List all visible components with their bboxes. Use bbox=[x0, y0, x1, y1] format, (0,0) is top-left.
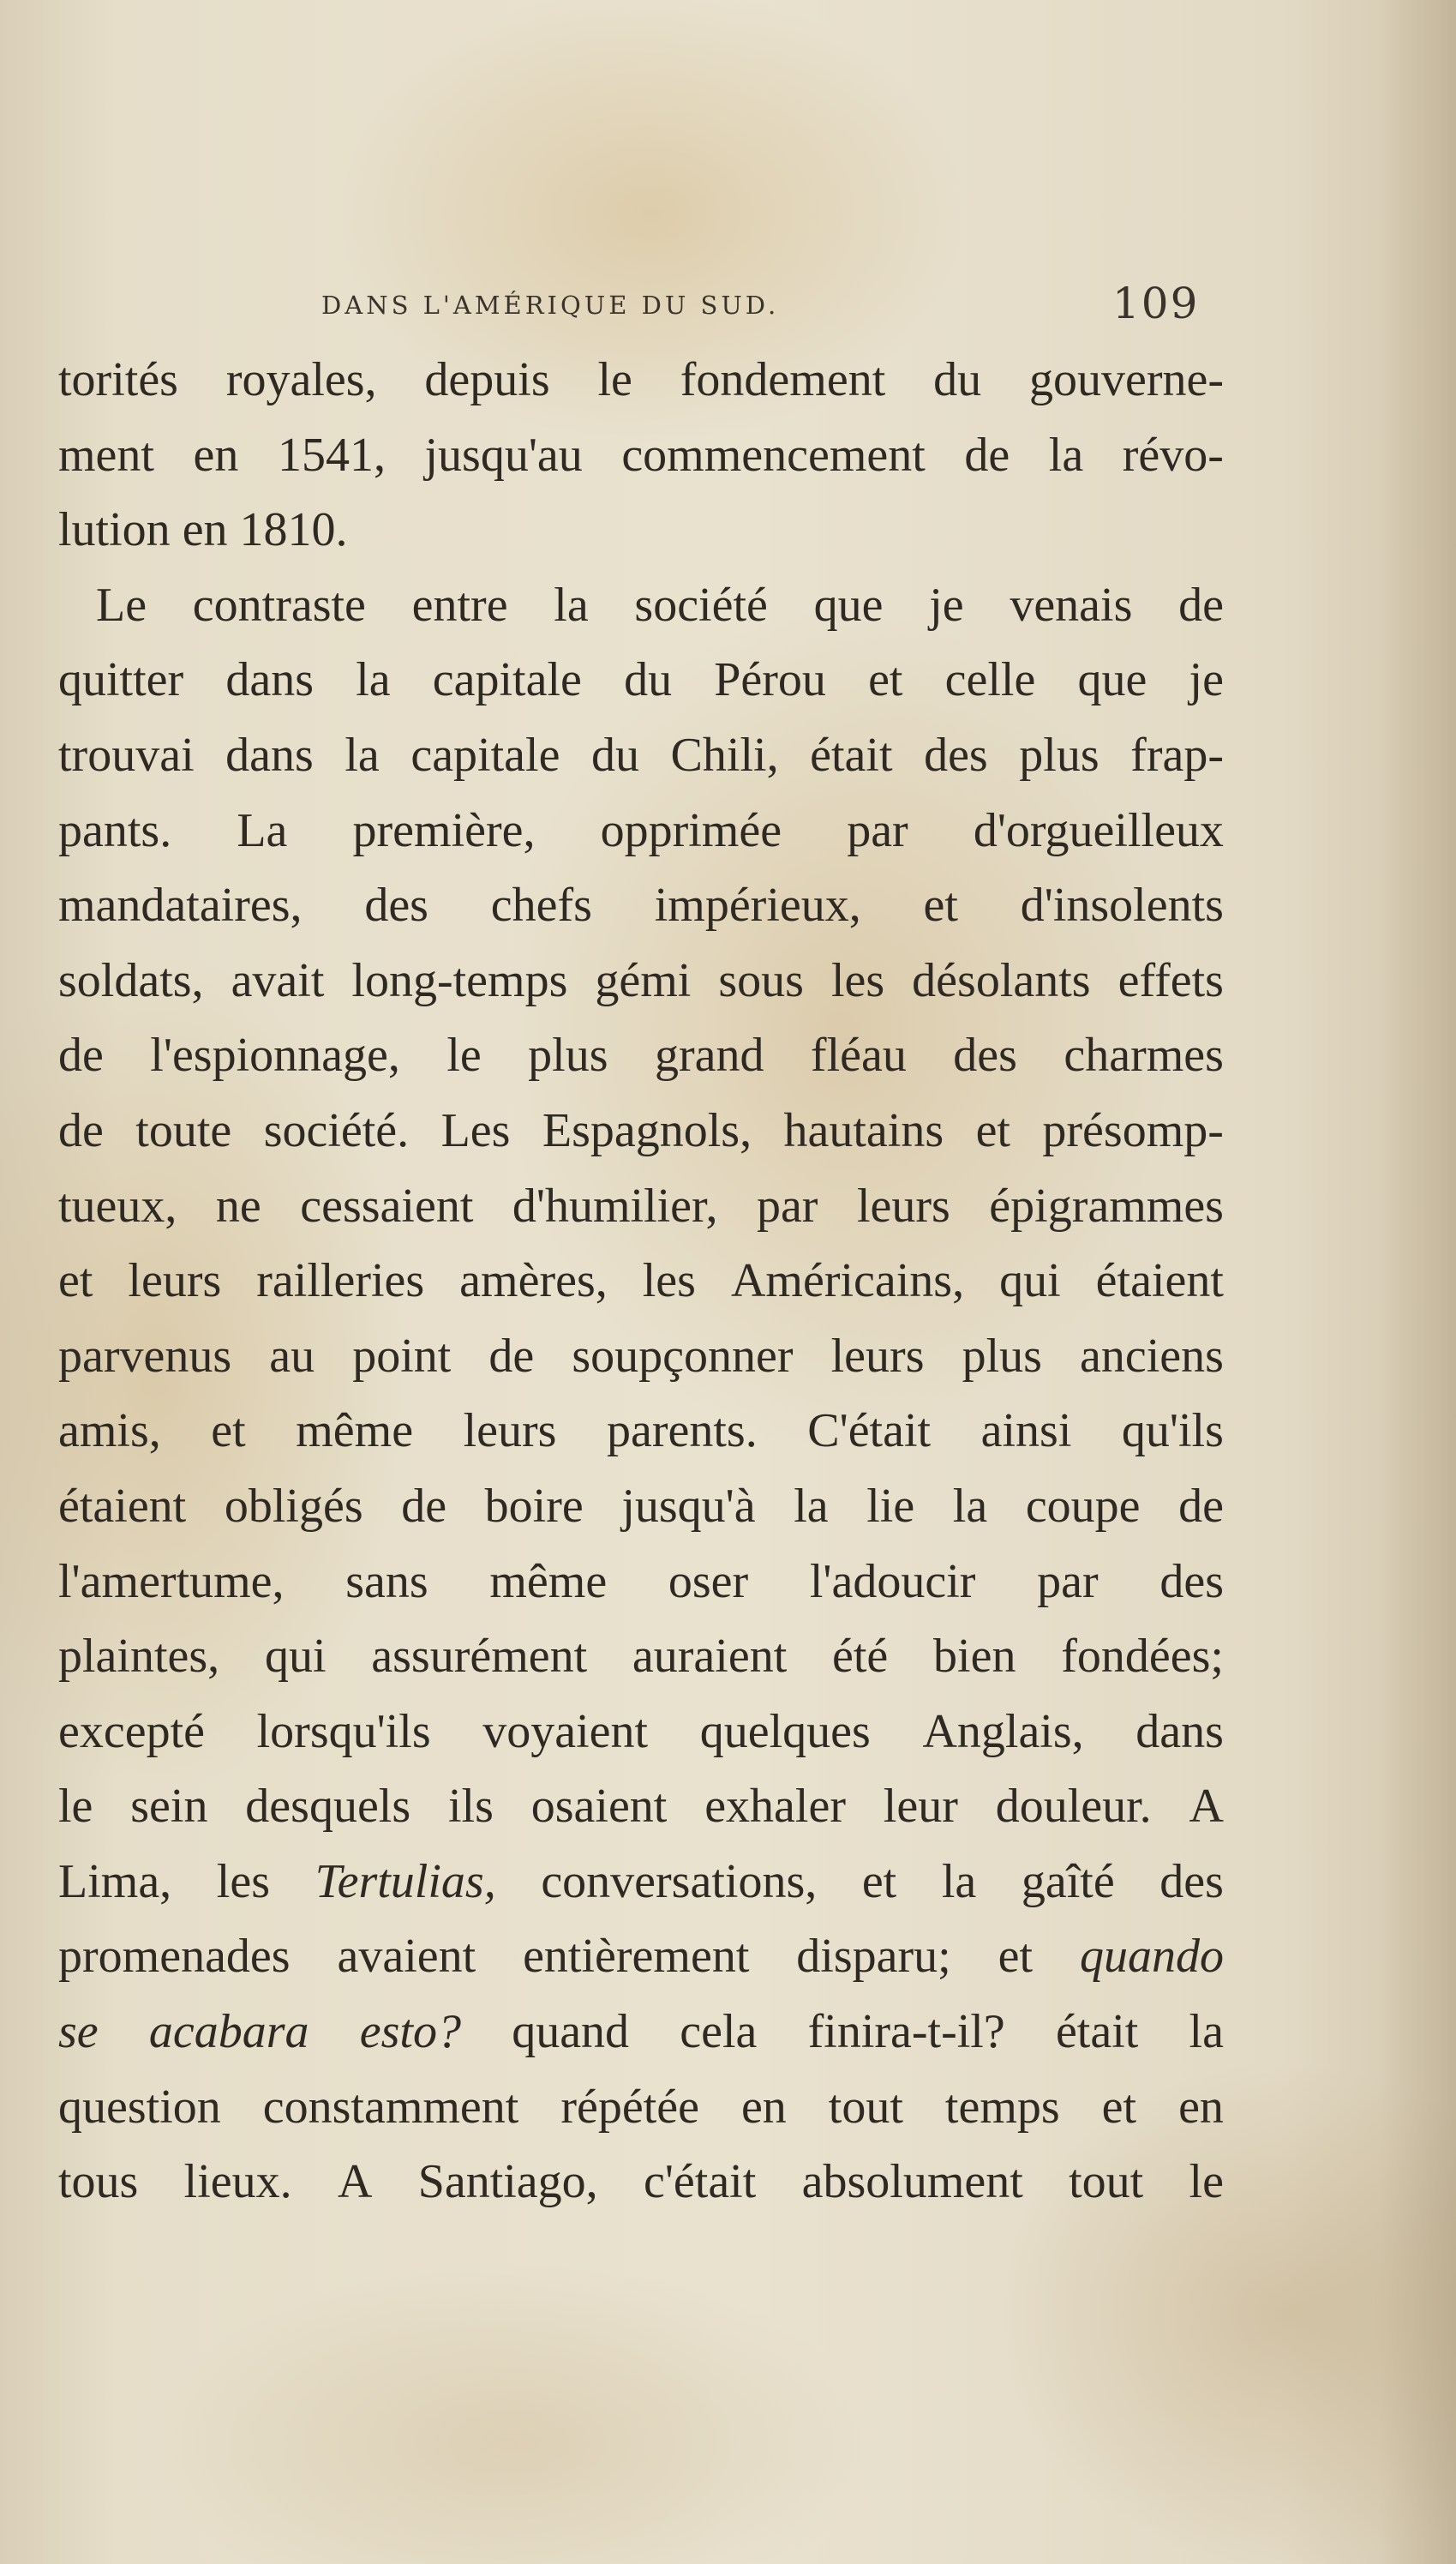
word: par bbox=[847, 803, 908, 857]
word: quand bbox=[512, 2005, 630, 2059]
word: quando bbox=[1079, 1930, 1224, 1984]
word: plus bbox=[1019, 728, 1099, 782]
word: soupçonner bbox=[572, 1329, 794, 1383]
word: soldats, bbox=[58, 953, 204, 1007]
word: et bbox=[998, 1930, 1034, 1984]
word: qui bbox=[999, 1254, 1061, 1308]
word: venais bbox=[1010, 578, 1133, 632]
word: dans bbox=[225, 653, 315, 707]
word: tous bbox=[58, 2155, 139, 2209]
running-title: DANS L'AMÉRIQUE DU SUD. bbox=[321, 291, 780, 320]
word: même bbox=[296, 1404, 414, 1458]
running-head bbox=[0, 279, 1456, 330]
word: leurs bbox=[128, 1254, 222, 1308]
text-line bbox=[58, 1919, 1224, 1995]
word: en bbox=[740, 2080, 787, 2134]
word: d'insolents bbox=[1020, 879, 1224, 933]
text-line bbox=[58, 1619, 1224, 1695]
word: lieux. bbox=[183, 2155, 292, 2209]
word: première, bbox=[352, 803, 536, 857]
word: quitter bbox=[58, 653, 184, 707]
text-line bbox=[58, 1845, 1224, 1920]
word: sous bbox=[718, 953, 804, 1007]
word: les bbox=[642, 1254, 696, 1308]
word: qu'ils bbox=[1121, 1404, 1224, 1458]
word: de bbox=[964, 428, 1010, 482]
word: fondement bbox=[680, 353, 886, 406]
word: de bbox=[1178, 1479, 1224, 1533]
word: répétée bbox=[560, 2080, 699, 2134]
word: tout bbox=[1069, 2155, 1144, 2209]
word: oser bbox=[668, 1554, 749, 1608]
word: révo- bbox=[1122, 428, 1224, 482]
word: opprimée bbox=[600, 803, 782, 857]
word: leurs bbox=[463, 1404, 557, 1458]
word: commencement bbox=[621, 428, 926, 482]
word: je bbox=[929, 578, 964, 632]
text-line bbox=[58, 418, 1224, 494]
text-line bbox=[58, 944, 1224, 1019]
word: ils bbox=[447, 1780, 494, 1834]
word: lorsqu'ils bbox=[256, 1704, 431, 1758]
word: plaintes, bbox=[58, 1630, 220, 1684]
word: auraient bbox=[632, 1630, 788, 1684]
word: des bbox=[953, 1029, 1017, 1083]
word: effets bbox=[1117, 953, 1224, 1007]
word: disparu; bbox=[796, 1930, 951, 1984]
word: la bbox=[1189, 2005, 1224, 2059]
word: gaîté bbox=[1021, 1854, 1115, 1908]
word: leurs bbox=[856, 1179, 950, 1233]
word: en bbox=[1178, 2080, 1224, 2134]
word: des bbox=[364, 879, 428, 933]
word: excepté bbox=[58, 1704, 205, 1758]
word: et bbox=[1101, 2080, 1137, 2134]
word: chefs bbox=[490, 879, 592, 933]
word: quelques bbox=[699, 1704, 871, 1758]
word: point bbox=[352, 1329, 452, 1383]
word: C'était bbox=[807, 1404, 932, 1458]
word: Tertulias, bbox=[315, 1854, 496, 1908]
word: plus bbox=[528, 1029, 608, 1083]
text-line bbox=[58, 343, 1224, 418]
word: d'humilier, bbox=[512, 1179, 718, 1233]
word: boire bbox=[484, 1479, 584, 1533]
word: 1541, bbox=[277, 428, 386, 482]
word: des bbox=[1159, 1854, 1224, 1908]
word: c'était bbox=[643, 2155, 757, 2209]
word: du bbox=[591, 728, 639, 782]
word: sein bbox=[130, 1780, 208, 1834]
word: Le bbox=[96, 578, 147, 632]
word: Pérou bbox=[714, 653, 826, 707]
word: de bbox=[58, 1029, 104, 1083]
word: plus bbox=[962, 1329, 1042, 1383]
word: esto? bbox=[359, 2005, 461, 2059]
word: constamment bbox=[262, 2080, 519, 2134]
text-line bbox=[58, 1169, 1224, 1245]
text-line bbox=[58, 1244, 1224, 1319]
word: était bbox=[810, 728, 893, 782]
word: épigrammes bbox=[989, 1179, 1224, 1233]
text-line bbox=[58, 2070, 1224, 2146]
word: royales, bbox=[225, 353, 377, 406]
word: anciens bbox=[1080, 1329, 1224, 1383]
word: depuis bbox=[424, 353, 550, 406]
word: de bbox=[1178, 578, 1224, 632]
text-line bbox=[58, 2145, 1224, 2220]
word: la bbox=[345, 728, 380, 782]
word: parvenus bbox=[58, 1329, 232, 1383]
word: société. bbox=[263, 1103, 410, 1157]
word: les bbox=[216, 1854, 270, 1908]
word: mandataires, bbox=[58, 879, 303, 933]
word: gouverne- bbox=[1028, 353, 1224, 406]
word: dans bbox=[1135, 1704, 1224, 1758]
word: Santiago, bbox=[417, 2155, 598, 2209]
word: conversations, bbox=[541, 1854, 818, 1908]
word: capitale bbox=[410, 728, 560, 782]
word: le bbox=[446, 1029, 482, 1083]
word: désolants bbox=[912, 953, 1091, 1007]
word: entre bbox=[411, 578, 508, 632]
word: amères, bbox=[459, 1254, 608, 1308]
word: lie bbox=[866, 1479, 915, 1533]
text-line bbox=[58, 1094, 1224, 1169]
word: hautains bbox=[783, 1103, 944, 1157]
word: toute bbox=[135, 1103, 232, 1157]
word: obligés bbox=[224, 1479, 363, 1533]
word: étaient bbox=[1095, 1254, 1224, 1308]
word: était bbox=[1055, 2005, 1139, 2059]
word: au bbox=[269, 1329, 315, 1383]
word: amis, bbox=[58, 1404, 161, 1458]
text-line bbox=[58, 568, 1224, 644]
word: cessaient bbox=[300, 1179, 474, 1233]
word: société bbox=[634, 578, 768, 632]
word: l'espionnage, bbox=[150, 1029, 400, 1083]
word: d'orgueilleux bbox=[973, 803, 1224, 857]
word: parents. bbox=[607, 1404, 758, 1458]
text-line bbox=[58, 868, 1224, 944]
word: le bbox=[58, 1780, 93, 1834]
word: temps bbox=[944, 2080, 1060, 2134]
word: qui bbox=[264, 1630, 327, 1684]
text-line bbox=[58, 1769, 1224, 1845]
word: par bbox=[1037, 1554, 1099, 1608]
word: A bbox=[1189, 1780, 1224, 1834]
text-line bbox=[58, 493, 1224, 568]
word: Anglais, bbox=[922, 1704, 1084, 1758]
text-line bbox=[58, 718, 1224, 794]
word: promenades bbox=[58, 1930, 291, 1984]
word: et bbox=[868, 653, 903, 707]
word: fléau bbox=[810, 1029, 907, 1083]
word: question bbox=[58, 2080, 221, 2134]
word: coupe bbox=[1025, 1479, 1141, 1533]
text-line bbox=[58, 794, 1224, 869]
word: l'amertume, bbox=[58, 1554, 285, 1608]
word: Lima, bbox=[58, 1854, 172, 1908]
word: contraste bbox=[192, 578, 366, 632]
text-line bbox=[58, 1319, 1224, 1395]
word: impérieux, bbox=[654, 879, 861, 933]
body-text bbox=[58, 343, 1224, 2220]
word: lution bbox=[58, 503, 171, 557]
word: que bbox=[813, 578, 884, 632]
word: entièrement bbox=[523, 1930, 750, 1984]
word: et bbox=[975, 1103, 1010, 1157]
word: cela bbox=[680, 2005, 758, 2059]
text-line bbox=[58, 1695, 1224, 1770]
text-line bbox=[58, 1545, 1224, 1620]
text-line bbox=[58, 1018, 1224, 1094]
word: du bbox=[624, 653, 673, 707]
word: sans bbox=[345, 1554, 428, 1608]
word: le bbox=[597, 353, 632, 406]
word: avaient bbox=[337, 1930, 476, 1984]
word: été bbox=[832, 1630, 889, 1684]
word: long-temps bbox=[351, 953, 568, 1007]
word: frap- bbox=[1130, 728, 1224, 782]
word: leurs bbox=[830, 1329, 925, 1383]
word: pants. bbox=[58, 803, 172, 857]
word: trouvai bbox=[58, 728, 195, 782]
word: gémi bbox=[595, 953, 692, 1007]
word: assurément bbox=[371, 1630, 588, 1684]
word: et bbox=[923, 879, 958, 933]
word: se bbox=[58, 2005, 99, 2059]
word: l'adoucir bbox=[809, 1554, 976, 1608]
word: et bbox=[58, 1254, 93, 1308]
word: ainsi bbox=[980, 1404, 1072, 1458]
word: ne bbox=[215, 1179, 261, 1233]
page-number: 109 bbox=[1112, 279, 1200, 328]
word: exhaler bbox=[704, 1780, 846, 1834]
word: celle bbox=[944, 653, 1036, 707]
word: tueux, bbox=[58, 1179, 177, 1233]
word: torités bbox=[58, 353, 178, 406]
word: de bbox=[401, 1479, 447, 1533]
word: le bbox=[1189, 2155, 1224, 2209]
word: acabara bbox=[148, 2005, 309, 2059]
word: absolument bbox=[801, 2155, 1023, 2209]
word: Américains, bbox=[730, 1254, 965, 1308]
word: osaient bbox=[530, 1780, 668, 1834]
word: jusqu'à bbox=[621, 1479, 756, 1533]
word: je bbox=[1189, 653, 1224, 707]
word: finira-t-il? bbox=[807, 2005, 1005, 2059]
word: A bbox=[337, 2155, 373, 2209]
word: La bbox=[237, 803, 288, 857]
word: fondées; bbox=[1061, 1630, 1224, 1684]
word: étaient bbox=[58, 1479, 187, 1533]
word: la bbox=[554, 578, 589, 632]
word: capitale bbox=[432, 653, 582, 707]
word: ment bbox=[58, 428, 154, 482]
word: la bbox=[1048, 428, 1084, 482]
word: dans bbox=[225, 728, 314, 782]
word: bien bbox=[933, 1630, 1016, 1684]
word: du bbox=[933, 353, 982, 406]
word: la bbox=[794, 1479, 829, 1533]
word: en bbox=[182, 503, 228, 557]
word: des bbox=[1159, 1554, 1224, 1608]
word: et bbox=[211, 1404, 246, 1458]
word: par bbox=[756, 1179, 818, 1233]
word: 1810. bbox=[239, 503, 348, 557]
word: présomp- bbox=[1042, 1103, 1224, 1157]
word: railleries bbox=[256, 1254, 425, 1308]
word: voyaient bbox=[482, 1704, 649, 1758]
word: des bbox=[924, 728, 988, 782]
word: la bbox=[952, 1479, 988, 1533]
word: la bbox=[941, 1854, 977, 1908]
word: Les bbox=[440, 1103, 511, 1157]
word: de bbox=[58, 1103, 104, 1157]
word: jusqu'au bbox=[424, 428, 583, 482]
word: tout bbox=[828, 2080, 903, 2134]
word: charmes bbox=[1064, 1029, 1224, 1083]
word: desquels bbox=[245, 1780, 411, 1834]
text-line bbox=[58, 643, 1224, 718]
word: Chili, bbox=[670, 728, 779, 782]
word: de bbox=[488, 1329, 535, 1383]
word: que bbox=[1077, 653, 1147, 707]
word: avait bbox=[231, 953, 325, 1007]
word: même bbox=[489, 1554, 608, 1608]
word: et bbox=[861, 1854, 897, 1908]
word: la bbox=[356, 653, 391, 707]
text-line bbox=[58, 1469, 1224, 1545]
word: en bbox=[193, 428, 239, 482]
word: douleur. bbox=[995, 1780, 1152, 1834]
word: les bbox=[830, 953, 885, 1007]
text-line bbox=[58, 1394, 1224, 1469]
word: grand bbox=[654, 1029, 764, 1083]
word: Espagnols, bbox=[542, 1103, 752, 1157]
word: leur bbox=[883, 1780, 958, 1834]
text-line bbox=[58, 1995, 1224, 2070]
